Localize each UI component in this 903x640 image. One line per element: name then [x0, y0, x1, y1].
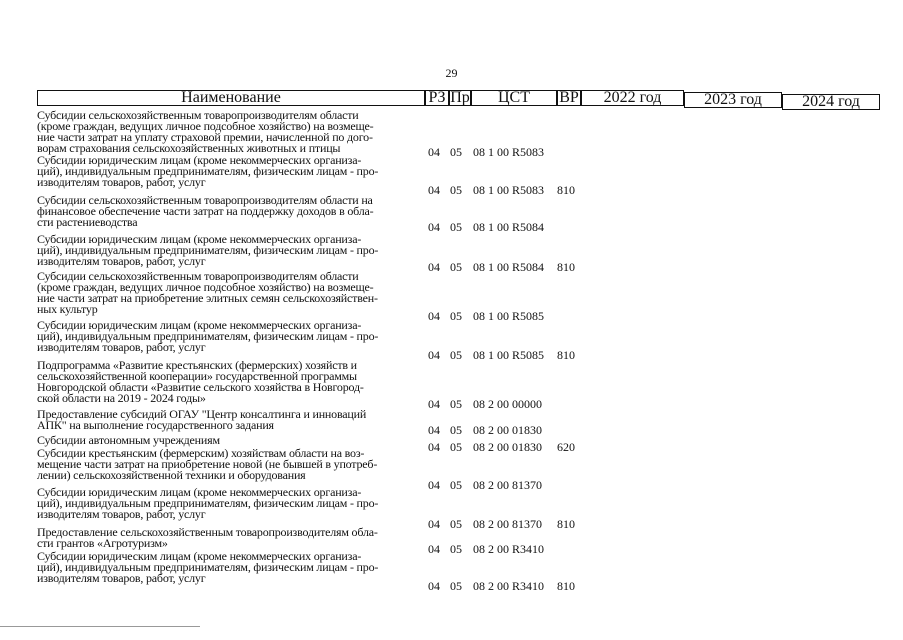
row-description: [37, 487, 422, 520]
description-line: изводителям товаров, работ, услуг: [37, 571, 206, 585]
cell-cst: 08 2 00 R3410: [473, 542, 545, 556]
cell-rz: 04: [428, 423, 440, 437]
cell-cst: 08 1 00 R5084: [473, 260, 545, 274]
description-line: изводителям товаров, работ, услуг: [37, 507, 206, 521]
cell-pr: 05: [450, 579, 462, 593]
description-line: ций), индивидуальным предпринимателям, физическим лицам - про-: [37, 243, 379, 257]
cell-rz: 04: [428, 517, 440, 531]
description-line: сти растениеводства: [37, 215, 138, 229]
cell-pr: 05: [450, 145, 462, 159]
header-2024: 2024 год: [782, 94, 880, 110]
row-description: [37, 271, 422, 315]
description-line: Субсидии крестьянским (фермерским) хозяйствам области на воз-: [37, 446, 365, 460]
cell-vr: 810: [557, 183, 575, 197]
cell-rz: 04: [428, 183, 440, 197]
page-number: 29: [445, 66, 458, 80]
description-line: (кроме граждан, ведущих личное подсобное хозяйство) на возмеще-: [37, 280, 374, 294]
description-line: ций), индивидуальным предпринимателям, физическим лицам - про-: [37, 496, 379, 510]
cell-cst: 08 1 00 R5084: [473, 220, 545, 234]
cell-rz: 04: [428, 309, 440, 323]
description-line: мещение части затрат на приобретение новой (не бывшей в употреб-: [37, 457, 378, 471]
description-line: ской области на 2019 - 2024 годы»: [37, 391, 206, 405]
description-line: Новгородской области «Развитие сельского хозяйства в Новгород-: [37, 380, 364, 394]
cell-cst: 08 2 00 01830: [473, 423, 542, 437]
cell-pr: 05: [450, 517, 462, 531]
description-line: ций), индивидуальным предпринимателям, физическим лицам - про-: [37, 560, 379, 574]
cell-cst: 08 2 00 81370: [473, 517, 542, 531]
cell-pr: 05: [450, 309, 462, 323]
description-line: Субсидии юридическим лицам (кроме некоммерческих организа-: [37, 485, 362, 499]
cell-vr: 810: [557, 579, 575, 593]
cell-pr: 05: [450, 183, 462, 197]
cell-rz: 04: [428, 145, 440, 159]
description-line: Субсидии сельскохозяйственным товаропроизводителям области: [37, 269, 359, 283]
header-vr: ВР: [557, 90, 581, 106]
row-description: [37, 155, 422, 188]
description-line: ние части затрат на уплату страховой премии, начисленной по дого-: [37, 130, 373, 144]
description-line: Субсидии юридическим лицам (кроме некоммерческих организа-: [37, 232, 362, 246]
header-cst: ЦСТ: [471, 90, 557, 106]
description-line: ных культур: [37, 302, 98, 316]
description-line: ций), индивидуальным предпринимателям, физическим лицам - про-: [37, 329, 379, 343]
cell-pr: 05: [450, 440, 462, 454]
description-line: ние части затрат на приобретение элитных семян сельскохозяйствен-: [37, 291, 378, 305]
description-line: изводителям товаров, работ, услуг: [37, 175, 206, 189]
description-line: Предоставление сельскохозяйственным товаропроизводителям обла-: [37, 525, 378, 539]
cell-cst: 08 2 00 81370: [473, 478, 542, 492]
description-line: Предоставление субсидий ОГАУ "Центр консалтинга и инноваций: [37, 407, 367, 421]
cell-rz: 04: [428, 579, 440, 593]
row-description: [37, 448, 422, 481]
description-line: изводителям товаров, работ, услуг: [37, 254, 206, 268]
description-line: Субсидии автономным учреждениям: [37, 433, 220, 447]
description-line: сельскохозяйственной кооперации» государственной программы: [37, 369, 357, 383]
description-line: Субсидии юридическим лицам (кроме некоммерческих организа-: [37, 318, 362, 332]
cell-cst: 08 1 00 R5085: [473, 348, 545, 362]
row-description: [37, 320, 422, 353]
header-pr: Пр: [450, 89, 470, 106]
cell-rz: 04: [428, 478, 440, 492]
description-line: ций), индивидуальным предпринимателям, физическим лицам - про-: [37, 164, 379, 178]
description-line: лении) сельскохозяйственной техники и оборудования: [37, 468, 306, 482]
description-line: Субсидии сельскохозяйственным товаропроизводителям области: [37, 108, 359, 122]
cell-rz: 04: [428, 260, 440, 274]
cell-pr: 05: [450, 542, 462, 556]
row-description: [37, 195, 422, 228]
cell-pr: 05: [450, 423, 462, 437]
cell-rz: 04: [428, 542, 440, 556]
header-rz: РЗ: [425, 90, 449, 106]
description-line: Субсидии сельскохозяйственным товаропроизводителям области на: [37, 193, 373, 207]
description-line: АПК" на выполнение государственного задания: [37, 418, 274, 432]
cell-cst: 08 2 00 01830: [473, 440, 542, 454]
row-description: [37, 234, 422, 267]
description-line: Субсидии юридическим лицам (кроме некоммерческих организа-: [37, 549, 362, 563]
row-description: [37, 527, 422, 549]
cell-rz: 04: [428, 440, 440, 454]
cell-pr: 05: [450, 478, 462, 492]
cell-pr: 05: [450, 348, 462, 362]
cell-rz: 04: [428, 397, 440, 411]
row-description: [37, 435, 422, 446]
description-line: Подпрограмма «Развитие крестьянских (фермерских) хозяйств и: [37, 358, 357, 372]
cell-vr: 810: [557, 348, 575, 362]
cell-vr: 810: [557, 260, 575, 274]
description-line: (кроме граждан, ведущих личное подсобное хозяйство) на возмеще-: [37, 119, 374, 133]
description-line: финансовое обеспечение части затрат на поддержку доходов в обла-: [37, 204, 374, 218]
cell-pr: 05: [450, 260, 462, 274]
cell-rz: 04: [428, 348, 440, 362]
cell-vr: 620: [557, 440, 575, 454]
description-line: ворам страхования сельскохозяйственных животных и птицы: [37, 141, 341, 155]
cell-pr: 05: [450, 397, 462, 411]
header-2023: 2023 год: [684, 92, 782, 108]
cell-cst: 08 2 00 R3410: [473, 579, 545, 593]
cell-rz: 04: [428, 220, 440, 234]
cell-cst: 08 1 00 R5083: [473, 183, 545, 197]
cell-cst: 08 1 00 R5083: [473, 145, 545, 159]
cell-cst: 08 2 00 00000: [473, 397, 542, 411]
header-2022: 2022 год: [581, 90, 684, 106]
row-description: [37, 551, 422, 584]
cell-vr: 810: [557, 517, 575, 531]
footer-divider: [0, 626, 200, 627]
row-description: [37, 360, 422, 404]
description-line: изводителям товаров, работ, услуг: [37, 340, 206, 354]
cell-pr: 05: [450, 220, 462, 234]
row-description: [37, 409, 422, 431]
header-name: Наименование: [37, 90, 425, 106]
description-line: сти грантов «Агротуризм»: [37, 536, 168, 550]
cell-cst: 08 1 00 R5085: [473, 309, 545, 323]
row-description: [37, 110, 422, 154]
description-line: Субсидии юридическим лицам (кроме некоммерческих организа-: [37, 153, 362, 167]
